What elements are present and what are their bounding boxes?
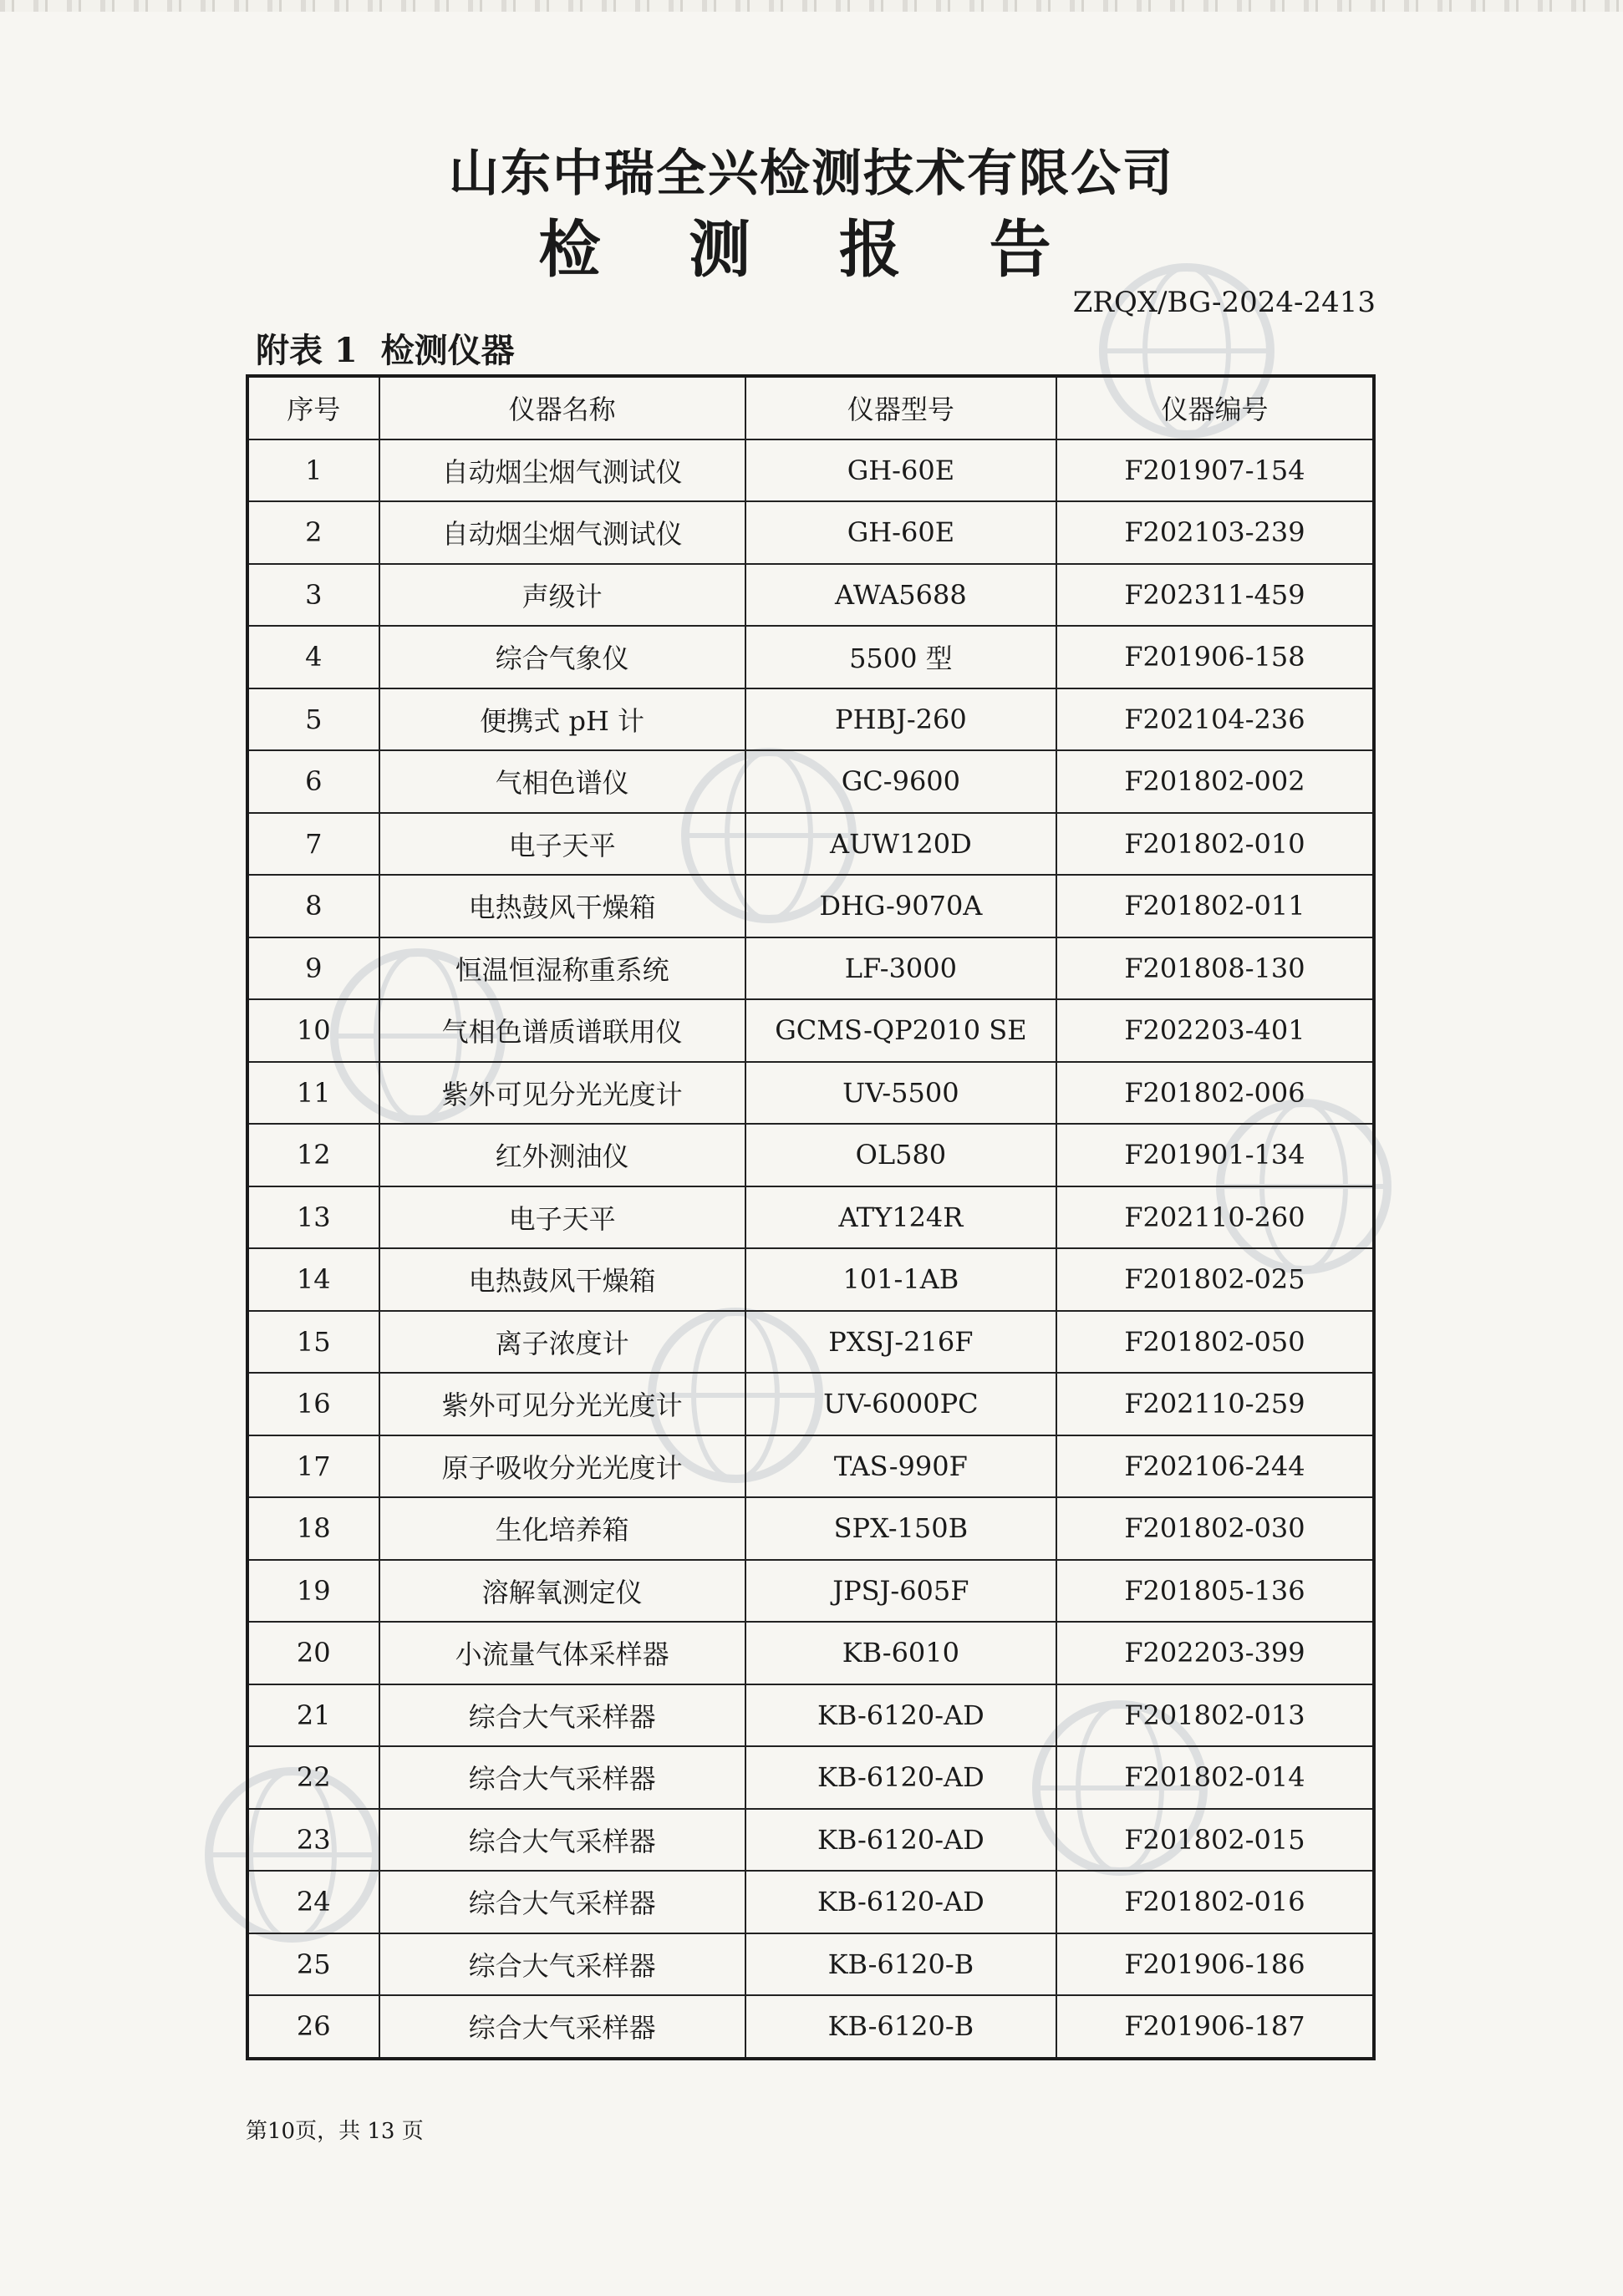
cell-serial: F201802-016 [1056,1871,1374,1933]
cell-serial: F202103-239 [1056,501,1374,564]
table-row [247,813,1374,876]
cell-index: 15 [247,1311,379,1374]
cell-serial: F201802-030 [1056,1497,1374,1560]
cell-index: 18 [247,1497,379,1560]
cell-instrument-name: 自动烟尘烟气测试仪 [379,439,745,502]
cell-model: JPSJ-605F [745,1560,1056,1623]
cell-serial: F202203-401 [1056,999,1374,1062]
cell-serial: F202106-244 [1056,1435,1374,1498]
cell-serial: F201802-014 [1056,1746,1374,1809]
cell-model: AUW120D [745,813,1056,876]
cell-instrument-name: 电热鼓风干燥箱 [379,875,745,937]
table-row [247,439,1374,502]
cell-model: 101-1AB [745,1248,1056,1311]
cell-model: 5500 型 [745,626,1056,688]
cell-index: 20 [247,1622,379,1684]
cell-index: 5 [247,688,379,751]
column-header-index: 序号 [247,376,379,439]
cell-index: 16 [247,1373,379,1435]
table-row [247,875,1374,937]
cell-serial: F201802-025 [1056,1248,1374,1311]
cell-serial: F202311-459 [1056,564,1374,627]
cell-index: 8 [247,875,379,937]
cell-index: 23 [247,1809,379,1872]
table-row [247,937,1374,1000]
cell-serial: F201906-158 [1056,626,1374,688]
table-row [247,1871,1374,1933]
cell-model: AWA5688 [745,564,1056,627]
cell-model: KB-6120-B [745,1995,1056,2059]
cell-model: KB-6120-AD [745,1684,1056,1747]
cell-index: 6 [247,750,379,813]
cell-instrument-name: 自动烟尘烟气测试仪 [379,501,745,564]
cell-model: KB-6120-AD [745,1746,1056,1809]
cell-serial: F201901-134 [1056,1124,1374,1186]
table-row [247,999,1374,1062]
cell-serial: F201802-050 [1056,1311,1374,1374]
table-title [256,324,515,372]
cell-index: 9 [247,937,379,1000]
cell-model: PXSJ-216F [745,1311,1056,1374]
cell-serial: F202110-259 [1056,1373,1374,1435]
cell-serial: F201907-154 [1056,439,1374,502]
table-row [247,1995,1374,2059]
cell-model: GH-60E [745,501,1056,564]
cell-index: 11 [247,1062,379,1125]
cell-index: 17 [247,1435,379,1498]
table-title-prefix: 附表 1 [256,331,358,370]
cell-instrument-name: 气相色谱仪 [379,750,745,813]
cell-model: LF-3000 [745,937,1056,1000]
cell-instrument-name: 紫外可见分光光度计 [379,1062,745,1125]
scan-edge [0,0,1623,12]
cell-serial: F201802-006 [1056,1062,1374,1125]
table-row [247,501,1374,564]
cell-instrument-name: 综合大气采样器 [379,1684,745,1747]
cell-instrument-name: 电子天平 [379,813,745,876]
table-row [247,564,1374,627]
cell-serial: F201802-015 [1056,1809,1374,1872]
cell-index: 22 [247,1746,379,1809]
cell-instrument-name: 紫外可见分光光度计 [379,1373,745,1435]
table-row [247,1373,1374,1435]
cell-model: UV-6000PC [745,1373,1056,1435]
cell-index: 25 [247,1933,379,1996]
cell-serial: F201906-187 [1056,1995,1374,2059]
table-row [247,1497,1374,1560]
table-row [247,688,1374,751]
cell-index: 4 [247,626,379,688]
cell-model: KB-6010 [745,1622,1056,1684]
cell-index: 24 [247,1871,379,1933]
cell-instrument-name: 气相色谱质谱联用仪 [379,999,745,1062]
page-footer: 第10页，共 13 页 [246,2119,424,2144]
cell-instrument-name: 综合大气采样器 [379,1933,745,1996]
table-row [247,1062,1374,1125]
cell-instrument-name: 综合大气采样器 [379,1809,745,1872]
cell-index: 26 [247,1995,379,2059]
column-header-serial: 仪器编号 [1056,376,1374,439]
cell-model: DHG-9070A [745,875,1056,937]
cell-serial: F202203-399 [1056,1622,1374,1684]
cell-model: OL580 [745,1124,1056,1186]
cell-model: PHBJ-260 [745,688,1056,751]
cell-instrument-name: 离子浓度计 [379,1311,745,1374]
table-row [247,1684,1374,1747]
cell-serial: F202110-260 [1056,1186,1374,1249]
instrument-table [246,374,1376,2060]
cell-model: GH-60E [745,439,1056,502]
table-row [247,626,1374,688]
cell-serial: F201802-002 [1056,750,1374,813]
cell-index: 14 [247,1248,379,1311]
cell-instrument-name: 小流量气体采样器 [379,1622,745,1684]
cell-serial: F201802-011 [1056,875,1374,937]
cell-instrument-name: 综合大气采样器 [379,1995,745,2059]
cell-instrument-name: 声级计 [379,564,745,627]
cell-serial: F201802-010 [1056,813,1374,876]
cell-index: 1 [247,439,379,502]
table-row [247,1248,1374,1311]
cell-model: UV-5500 [745,1062,1056,1125]
table-row [247,1435,1374,1498]
table-row [247,1746,1374,1809]
cell-index: 7 [247,813,379,876]
cell-model: KB-6120-AD [745,1809,1056,1872]
column-header-name: 仪器名称 [379,376,745,439]
cell-serial: F201802-013 [1056,1684,1374,1747]
cell-index: 13 [247,1186,379,1249]
cell-instrument-name: 综合大气采样器 [379,1871,745,1933]
table-row [247,1311,1374,1374]
cell-instrument-name: 原子吸收分光光度计 [379,1435,745,1498]
report-number: ZRQX/BG-2024-2413 [1072,286,1376,319]
cell-instrument-name: 恒温恒湿称重系统 [379,937,745,1000]
cell-model: SPX-150B [745,1497,1056,1560]
report-title: 检 测 报 告 [538,214,1085,286]
table-header-row [247,376,1374,439]
cell-serial: F201805-136 [1056,1560,1374,1623]
cell-index: 21 [247,1684,379,1747]
cell-serial: F201808-130 [1056,937,1374,1000]
cell-serial: F202104-236 [1056,688,1374,751]
cell-instrument-name: 红外测油仪 [379,1124,745,1186]
cell-model: GCMS-QP2010 SE [745,999,1056,1062]
cell-model: KB-6120-AD [745,1871,1056,1933]
cell-index: 12 [247,1124,379,1186]
table-row [247,1622,1374,1684]
company-name: 山东中瑞全兴检测技术有限公司 [449,145,1174,203]
table-title-name: 检测仪器 [380,331,515,370]
cell-model: GC-9600 [745,750,1056,813]
cell-instrument-name: 生化培养箱 [379,1497,745,1560]
table-row [247,1560,1374,1623]
table-row [247,1124,1374,1186]
cell-instrument-name: 综合气象仪 [379,626,745,688]
cell-instrument-name: 电热鼓风干燥箱 [379,1248,745,1311]
cell-model: ATY124R [745,1186,1056,1249]
table-body [247,439,1374,2059]
table-row [247,1186,1374,1249]
cell-model: KB-6120-B [745,1933,1056,1996]
column-header-model: 仪器型号 [745,376,1056,439]
cell-model: TAS-990F [745,1435,1056,1498]
cell-serial: F201906-186 [1056,1933,1374,1996]
table-row [247,1809,1374,1872]
cell-index: 3 [247,564,379,627]
cell-index: 2 [247,501,379,564]
cell-index: 10 [247,999,379,1062]
cell-instrument-name: 综合大气采样器 [379,1746,745,1809]
cell-instrument-name: 溶解氧测定仪 [379,1560,745,1623]
cell-index: 19 [247,1560,379,1623]
cell-instrument-name: 便携式 pH 计 [379,688,745,751]
table-row [247,750,1374,813]
table-row [247,1933,1374,1996]
cell-instrument-name: 电子天平 [379,1186,745,1249]
